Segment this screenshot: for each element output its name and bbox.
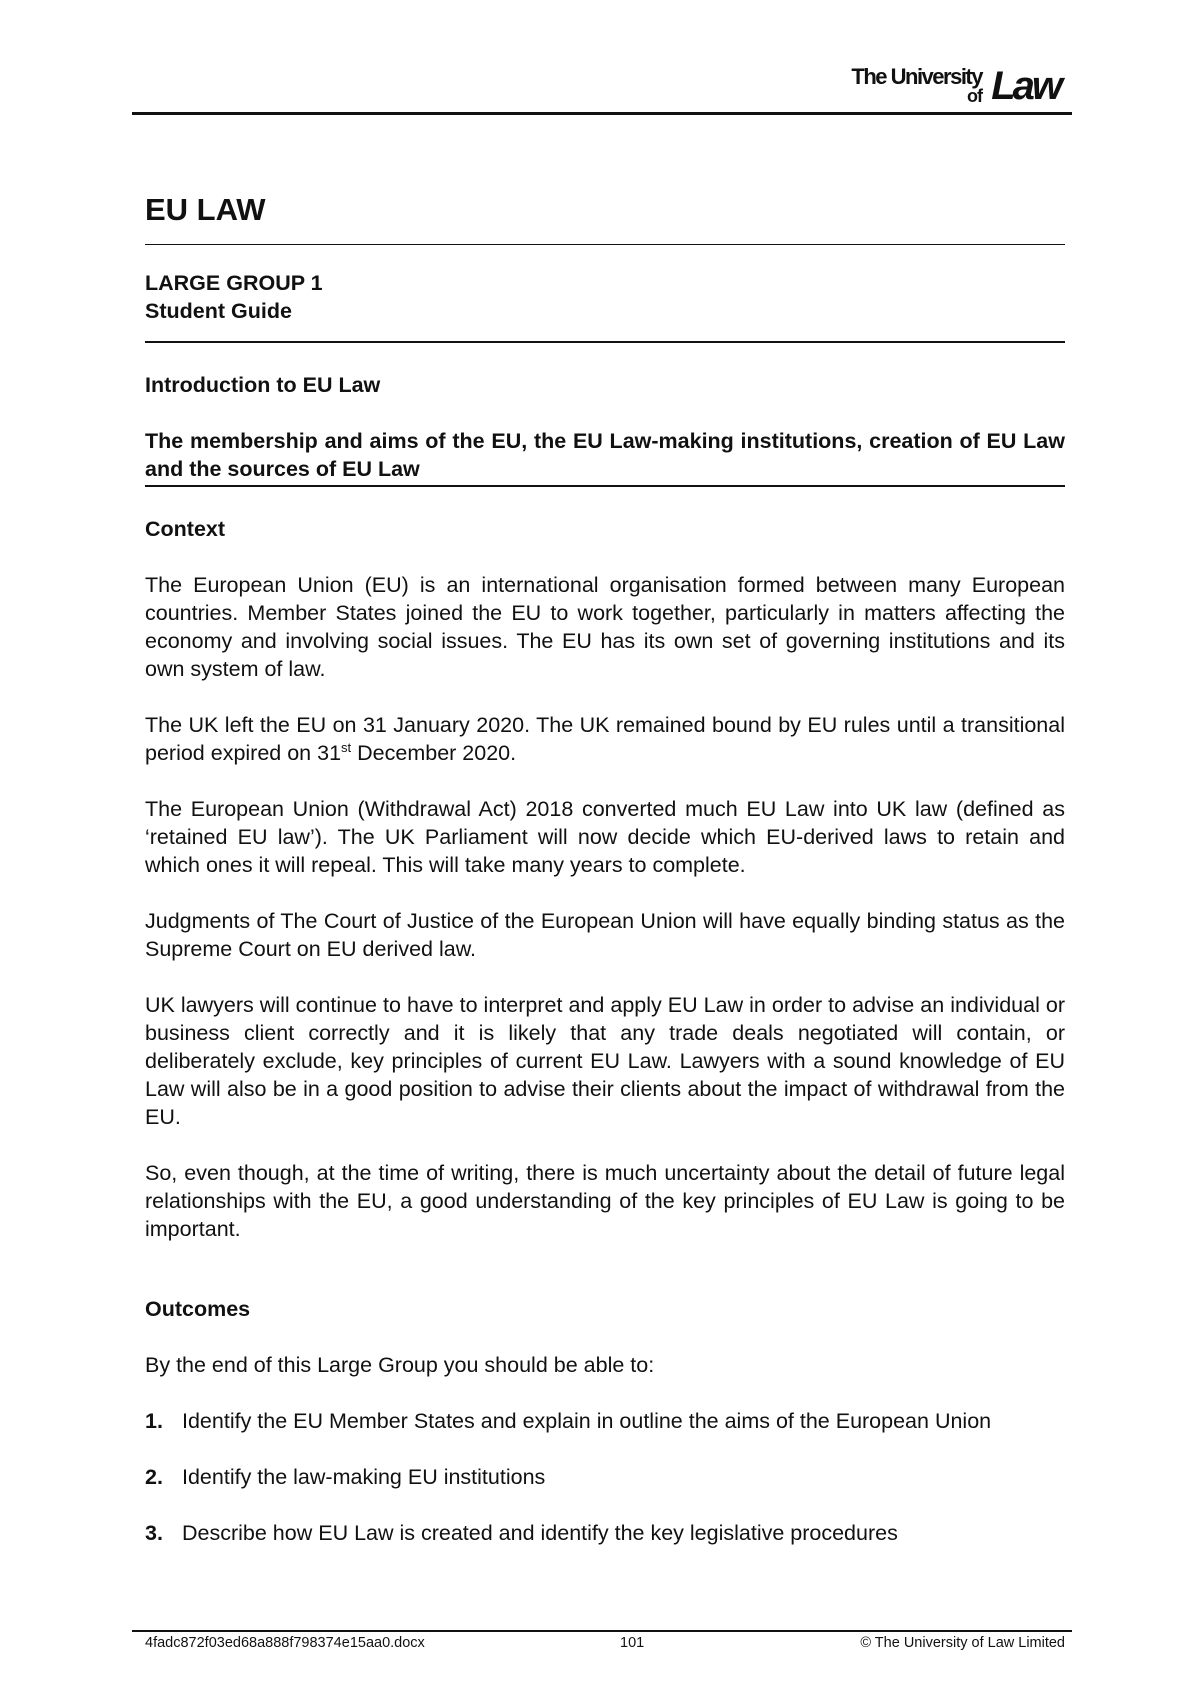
outcome-text: Identify the law-making EU institutions [182, 1465, 546, 1489]
outcome-number: 3. [145, 1521, 163, 1545]
session-label: LARGE GROUP 1 [145, 271, 323, 295]
topic-heading: The membership and aims of the EU, the EU Law-making institutions, creation of EU Law and the sources of EU Law [145, 429, 1065, 481]
context-paragraph-6: So, even though, at the time of writing, there is much uncertainty about the detail of future legal relationships with the EU, a good understanding of the key principles of EU Law is going to be important. [145, 1161, 1065, 1241]
outcome-item [145, 1463, 1065, 1491]
university-logo [845, 62, 1060, 112]
outcome-number: 2. [145, 1465, 163, 1489]
context-paragraph-4: Judgments of The Court of Justice of the European Union will have equally binding status as the Supreme Court on EU derived law. [145, 909, 1065, 961]
outcome-text: Describe how EU Law is created and identify the key legislative procedures [182, 1521, 898, 1545]
logo-line-3: Law [991, 64, 1060, 108]
context-paragraph-5: UK lawyers will continue to have to interpret and apply EU Law in order to advise an individual or business client correctly and it is likely that any trade deals negotiated will contain, or deliberately exclude, key principles of current EU Law. Lawyers with a sound knowledge of EU Law will also be in a good position to advise their clients about the impact of withdrawal from the EU. [145, 993, 1065, 1129]
context-paragraph-1: The European Union (EU) is an international organisation formed between many European countries. Member States joined the EU to work together, particularly in matters affecting the economy and involving social issues. The EU has its own set of governing institutions and its own system of law. [145, 573, 1065, 681]
document-body [145, 190, 1065, 1547]
footer-rule [132, 1630, 1072, 1632]
outcome-item [145, 1519, 1065, 1547]
document-title: EU LAW [145, 192, 266, 227]
context-paragraph-3: The European Union (Withdrawal Act) 2018 converted much EU Law into UK law (defined as ‘retained EU law’). The UK Parliament will now decide which EU-derived laws to retain and which ones it will repeal. This will take many years to complete. [145, 797, 1065, 877]
ordinal-suffix: st [341, 739, 352, 755]
subtitle-rule [145, 341, 1065, 343]
context-heading: Context [145, 517, 226, 541]
outcome-item [145, 1407, 1065, 1435]
logo-line-1: The University [851, 64, 982, 89]
context-paragraph-2-text: The UK left the EU on 31 January 2020. The UK remained bound by EU rules until a transitional period expired on 31 [145, 713, 1065, 765]
outcomes-intro: By the end of this Large Group you should be able to: [145, 1353, 655, 1377]
title-rule [145, 244, 1065, 245]
header-rule [132, 112, 1072, 115]
topic-rule [145, 485, 1065, 487]
footer-copyright: © The University of Law Limited [860, 1635, 1065, 1651]
outcome-number: 1. [145, 1409, 163, 1433]
guide-label: Student Guide [145, 299, 292, 323]
context-paragraph-2 [145, 711, 1065, 767]
page-number: 101 [620, 1635, 645, 1651]
context-paragraph-2-end: December 2020. [351, 741, 517, 765]
outcomes-list [145, 1407, 1065, 1547]
footer-filename: 4fadc872f03ed68a888f798374e15aa0.docx [145, 1635, 425, 1651]
intro-heading: Introduction to EU Law [145, 373, 381, 397]
logo-line-2: of [967, 86, 982, 106]
outcomes-heading: Outcomes [145, 1297, 251, 1321]
outcome-text: Identify the EU Member States and explain in outline the aims of the European Union [182, 1409, 992, 1433]
